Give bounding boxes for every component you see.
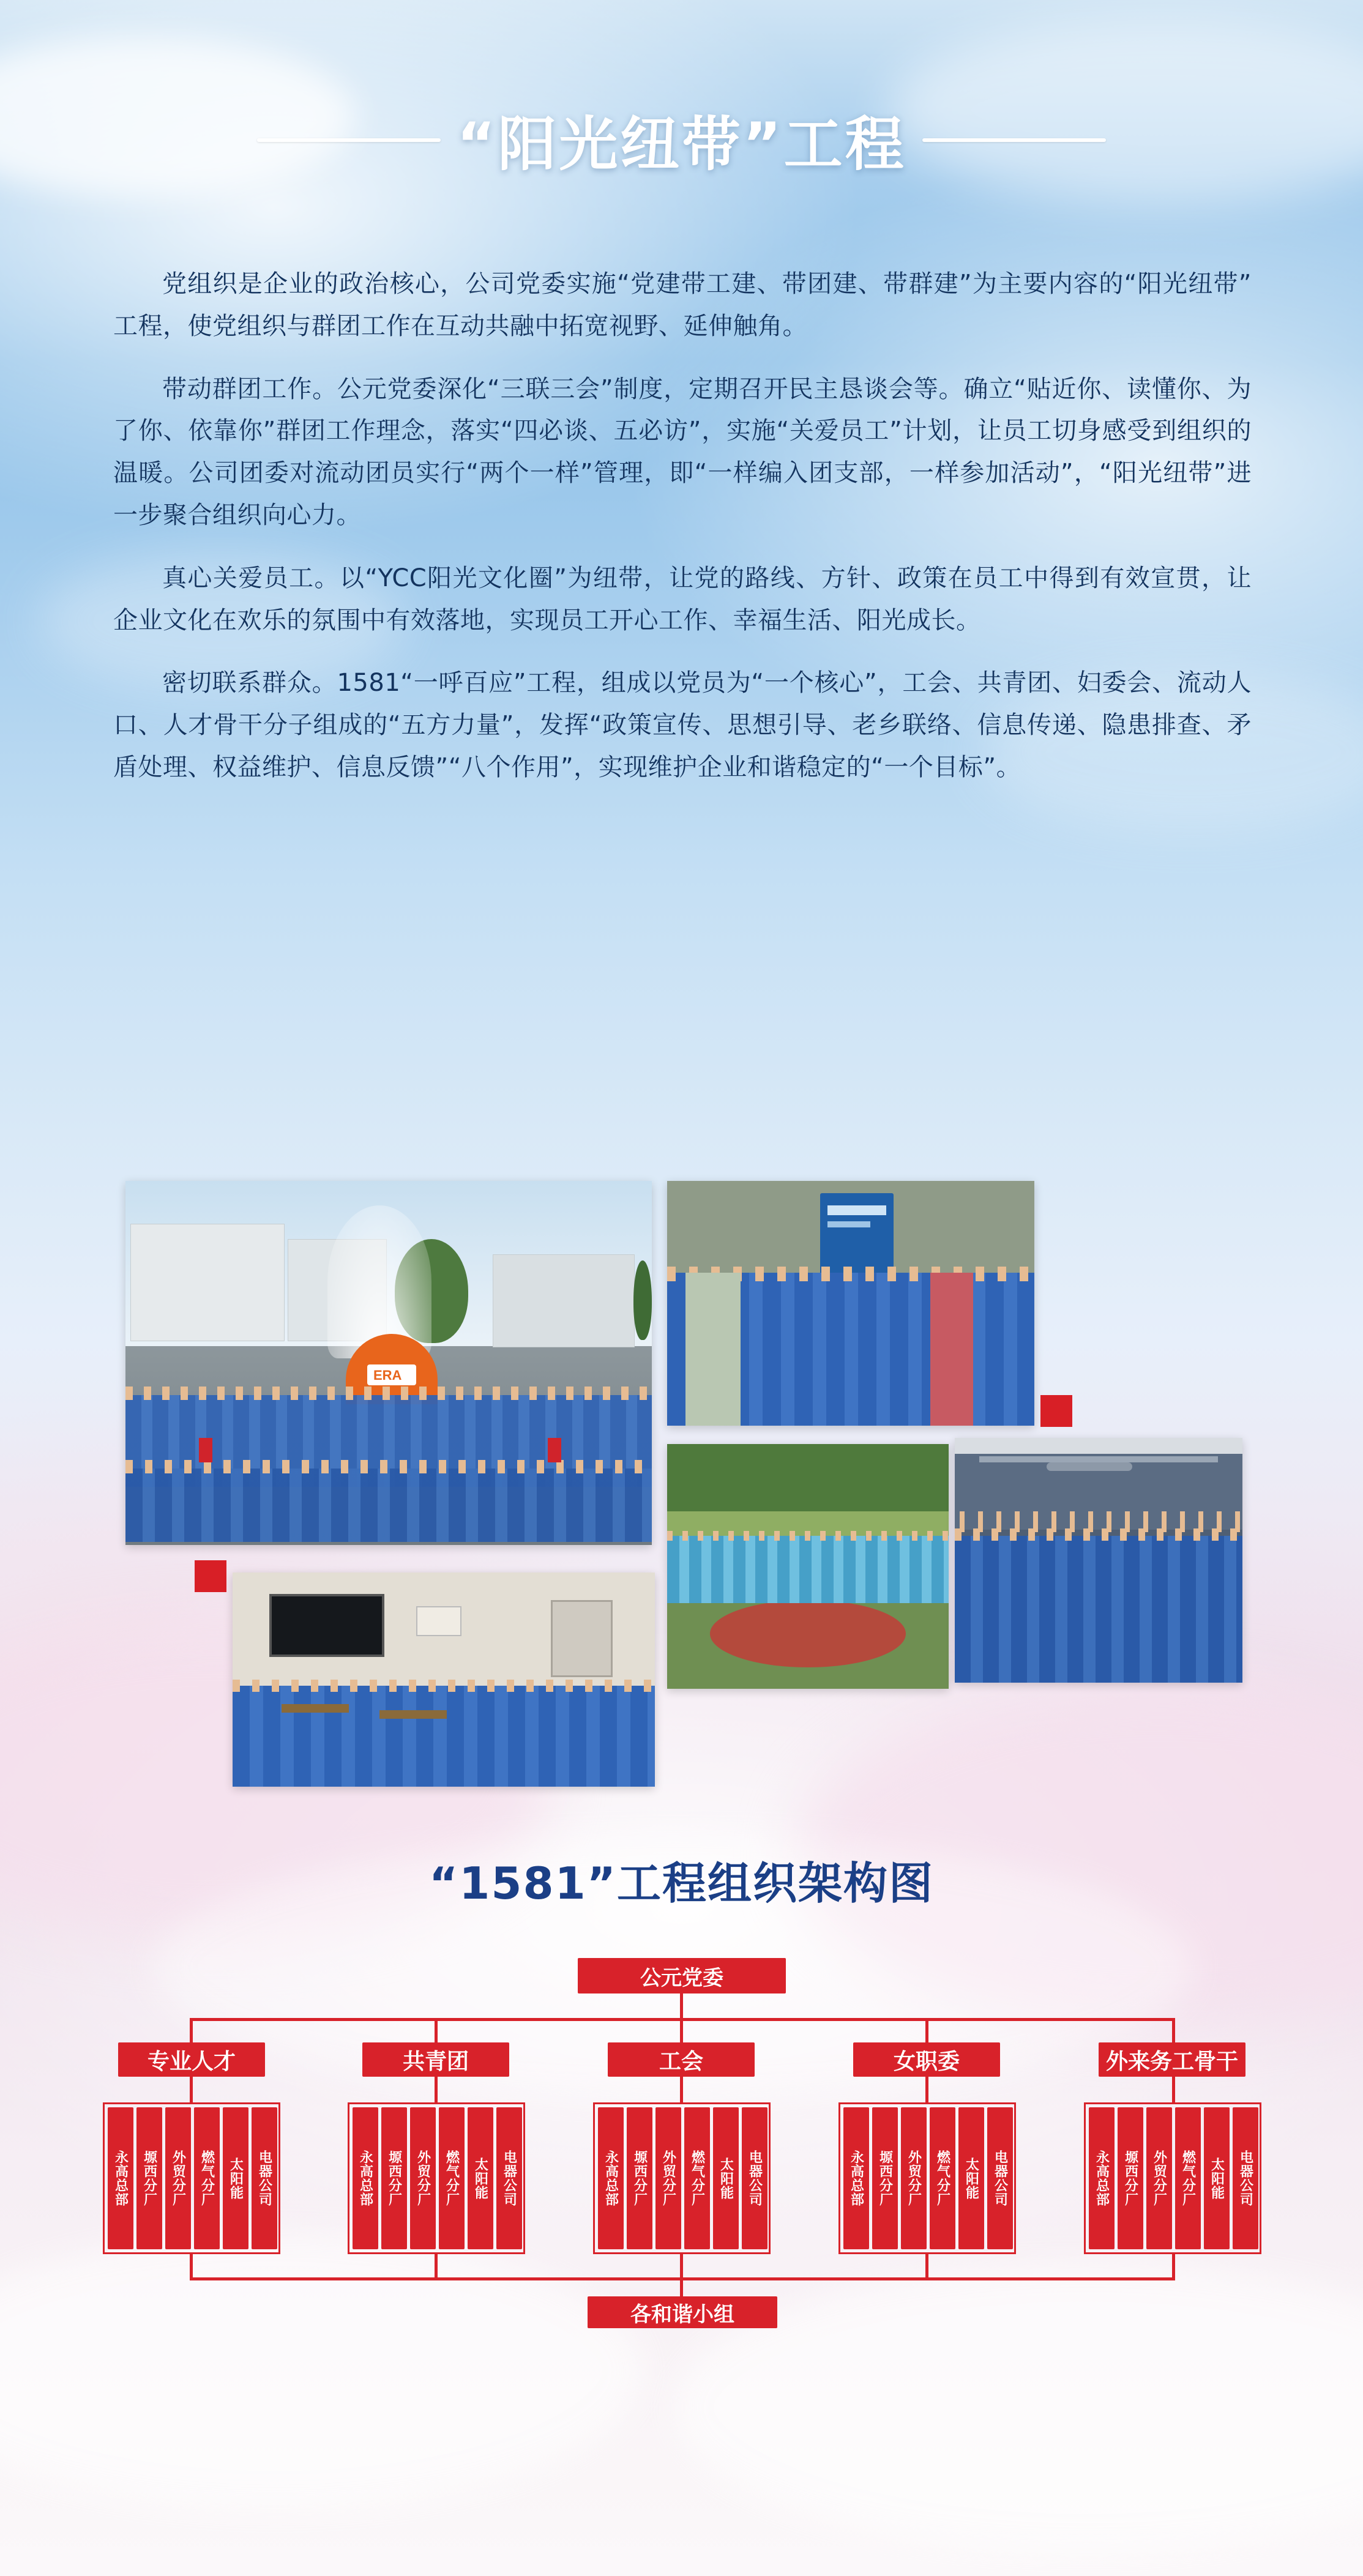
header-rule-right <box>922 138 1106 142</box>
connector-drop <box>680 2018 683 2042</box>
body-copy <box>113 263 1252 810</box>
org-leaf-4-2: 塬西分厂 <box>872 2107 898 2249</box>
org-leaf-2-4: 燃气分厂 <box>439 2107 465 2249</box>
photo-collage <box>0 1156 1363 1744</box>
org-leaf-5-5: 太阳能 <box>1204 2107 1230 2249</box>
org-leaf-4-5: 太阳能 <box>958 2107 984 2249</box>
org-chart-title: “1581”工程组织架构图 <box>428 1858 935 1909</box>
org-leaf-3-2: 塬西分厂 <box>627 2107 652 2249</box>
org-leaf-5-3: 外贸分厂 <box>1146 2107 1172 2249</box>
header-rule-left <box>257 138 441 142</box>
org-leaf-1-2: 塬西分厂 <box>136 2107 162 2249</box>
org-leaf-1-4: 燃气分厂 <box>194 2107 220 2249</box>
connector-drop <box>925 2077 928 2102</box>
page-title: “阳光纽带”工程 <box>457 110 906 179</box>
connector-drop <box>680 2077 683 2102</box>
connector-drop <box>190 2077 193 2102</box>
org-leaf-4-1: 永高总部 <box>843 2107 869 2249</box>
org-leaf-4-3: 外贸分厂 <box>901 2107 927 2249</box>
connector-drop <box>190 2254 193 2280</box>
connector-bottom-down <box>680 2280 683 2298</box>
org-leaf-2-6: 电器公司 <box>496 2107 522 2249</box>
red-square-accent <box>1040 1395 1072 1427</box>
paragraph-3: 真心关爱员工。以“YCC阳光文化圈”为纽带，让党的路线、方针、政策在员工中得到有效宣贯，让企业文化在欢乐的氛围中有效落地，实现员工开心工作、幸福生活、阳光成长。 <box>113 564 1252 635</box>
photo-playground-group <box>667 1444 949 1689</box>
org-leaf-3-5: 太阳能 <box>713 2107 739 2249</box>
org-node-root: 公元党委 <box>578 1958 786 1993</box>
connector-drop <box>435 2254 438 2280</box>
org-leaf-3-1: 永高总部 <box>598 2107 624 2249</box>
paragraph-2: 带动群团工作。公元党委深化“三联三会”制度，定期召开民主恳谈会等。确立“贴近你、读懂你、为了你、依靠你”群团工作理念，落实“四必谈、五必访”，实施“关爱员工”计划，让员工切身感受到组织的温暖。公司团委对流动团员实行“两个一样”管理，即“一样编入团支部，一样参加活动”，“阳光纽带”进一步聚合组织向心力。 <box>113 374 1252 529</box>
org-leaf-1-3: 外贸分厂 <box>165 2107 191 2249</box>
org-leaf-3-3: 外贸分厂 <box>655 2107 681 2249</box>
org-leaf-1-5: 太阳能 <box>223 2107 248 2249</box>
org-leaf-2-3: 外贸分厂 <box>410 2107 436 2249</box>
org-leaf-2-1: 永高总部 <box>353 2107 378 2249</box>
org-chart <box>0 1958 1363 2386</box>
org-leaf-1-6: 电器公司 <box>252 2107 277 2249</box>
org-leaf-5-1: 永高总部 <box>1089 2107 1115 2249</box>
red-square-accent <box>195 1560 226 1592</box>
org-leaf-5-2: 塬西分厂 <box>1118 2107 1143 2249</box>
connector-root-down <box>680 1993 683 2019</box>
org-leaf-3-6: 电器公司 <box>742 2107 767 2249</box>
org-node-branch-1: 专业人才 <box>118 2042 265 2077</box>
org-leaf-4-6: 电器公司 <box>987 2107 1013 2249</box>
connector-drop <box>925 2018 928 2042</box>
org-leaf-3-4: 燃气分厂 <box>684 2107 710 2249</box>
paragraph-4: 密切联系群众。1581“一呼百应”工程，组成以党员为“一个核心”，工会、共青团、妇委会、流动人口、人才骨干分子组成的“五方力量”，发挥“政策宣传、思想引导、老乡联络、信息传递、隐患排查、矛盾处理、权益维护、信息反馈”“八个作用”，实现维护企业和谐稳定的“一个目标”。 <box>113 669 1252 781</box>
photo-conference-room <box>233 1573 655 1787</box>
org-node-branch-4: 女职委 <box>853 2042 1000 2077</box>
connector-drop <box>925 2254 928 2280</box>
connector-drop <box>1172 2077 1175 2102</box>
connector-drop <box>435 2018 438 2042</box>
org-node-branch-5: 外来务工骨干 <box>1099 2042 1245 2077</box>
org-leaf-5-4: 燃气分厂 <box>1175 2107 1201 2249</box>
org-node-branch-3: 工会 <box>608 2042 755 2077</box>
org-leaf-2-5: 太阳能 <box>468 2107 493 2249</box>
connector-drop <box>190 2018 193 2042</box>
connector-drop <box>435 2077 438 2102</box>
org-node-branch-2: 共青团 <box>362 2042 509 2077</box>
page-header <box>0 98 1363 182</box>
photo-workshop-hands <box>955 1438 1242 1683</box>
paragraph-1: 党组织是企业的政治核心，公司党委实施“党建带工建、带团建、带群建”为主要内容的“阳光纽带”工程，使党组织与群团工作在互动共融中拓宽视野、延伸触角。 <box>113 270 1252 340</box>
connector-drop <box>1172 2018 1175 2042</box>
org-leaf-2-2: 塬西分厂 <box>381 2107 407 2249</box>
connector-drop <box>1172 2254 1175 2280</box>
photo-factory-group: ERA <box>125 1181 652 1545</box>
org-node-bottom: 各和谐小组 <box>588 2296 777 2328</box>
org-leaf-4-4: 燃气分厂 <box>930 2107 955 2249</box>
photo-indoor-banner <box>667 1181 1034 1426</box>
org-leaf-5-6: 电器公司 <box>1233 2107 1258 2249</box>
org-leaf-1-1: 永高总部 <box>108 2107 133 2249</box>
connector-drop <box>680 2254 683 2280</box>
